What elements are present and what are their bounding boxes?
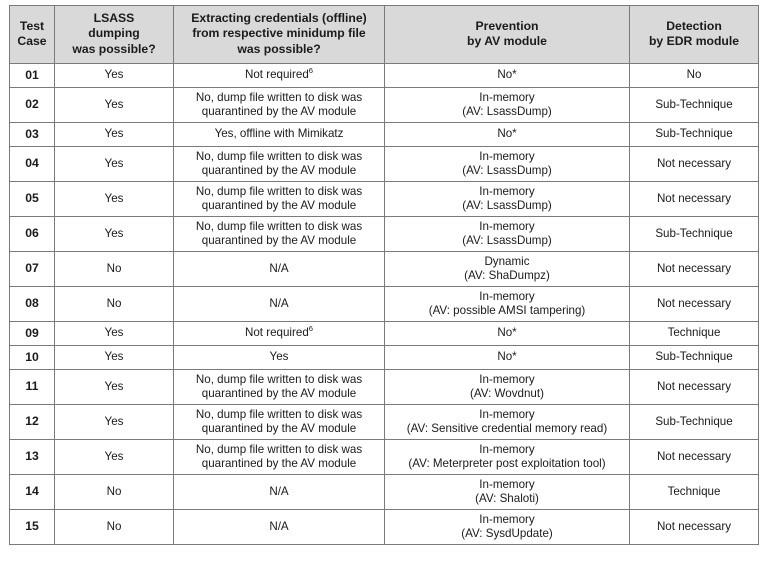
cell-detection: Not necessary bbox=[630, 369, 759, 404]
cell-extract-line1: Yes, offline with Mimikatz bbox=[214, 127, 344, 141]
table-row bbox=[10, 216, 759, 251]
cell-test-case: 04 bbox=[10, 146, 55, 181]
cell-test-case: 02 bbox=[10, 87, 55, 122]
cell-lsass-dumping: Yes bbox=[55, 146, 174, 181]
cell-prevention-line1: In-memory bbox=[479, 149, 535, 163]
cell-prevention-line1: In-memory bbox=[479, 219, 535, 233]
column-header-lsass-dumping bbox=[55, 6, 174, 64]
cell-extract-line1: N/A bbox=[269, 519, 289, 533]
header-extract-line2: from respective minidump file bbox=[192, 26, 366, 41]
cell-prevention bbox=[385, 509, 630, 544]
cell-extracting-credentials bbox=[174, 63, 385, 87]
cell-prevention-line1: No* bbox=[497, 68, 517, 82]
cell-test-case: 15 bbox=[10, 509, 55, 544]
table-row bbox=[10, 439, 759, 474]
footnote-marker: 6 bbox=[308, 324, 314, 334]
cell-prevention bbox=[385, 474, 630, 509]
cell-extract-line2: quarantined by the AV module bbox=[201, 233, 357, 247]
table-row bbox=[10, 404, 759, 439]
table-row bbox=[10, 251, 759, 286]
cell-extracting-credentials bbox=[174, 181, 385, 216]
cell-prevention bbox=[385, 345, 630, 369]
column-header-detection bbox=[630, 6, 759, 64]
cell-detection: Not necessary bbox=[630, 146, 759, 181]
cell-prevention-line1: In-memory bbox=[479, 512, 535, 526]
header-lsass-line1: LSASS bbox=[93, 11, 135, 25]
cell-prevention bbox=[385, 321, 630, 345]
cell-lsass-dumping: Yes bbox=[55, 321, 174, 345]
cell-detection: Technique bbox=[630, 474, 759, 509]
cell-extract-line2: quarantined by the AV module bbox=[201, 456, 357, 470]
cell-extract-line1: Yes bbox=[269, 350, 289, 364]
cell-detection: Technique bbox=[630, 321, 759, 345]
cell-extracting-credentials bbox=[174, 474, 385, 509]
cell-prevention-line2: (AV: LsassDump) bbox=[462, 198, 552, 212]
cell-prevention-line1: No* bbox=[497, 326, 517, 340]
cell-test-case: 12 bbox=[10, 404, 55, 439]
cell-prevention-line2: (AV: LsassDump) bbox=[462, 163, 552, 177]
cell-prevention-line1: In-memory bbox=[479, 289, 535, 303]
cell-prevention-line1: No* bbox=[497, 350, 517, 364]
cell-prevention-line2: (AV: LsassDump) bbox=[462, 104, 552, 118]
cell-extracting-credentials bbox=[174, 404, 385, 439]
cell-extract-line1: No, dump file written to disk was bbox=[195, 442, 363, 456]
cell-extracting-credentials bbox=[174, 509, 385, 544]
cell-prevention bbox=[385, 286, 630, 321]
results-table-container bbox=[9, 5, 758, 572]
cell-prevention bbox=[385, 216, 630, 251]
header-detection-line1: Detection bbox=[666, 18, 722, 33]
header-detection-line2: by EDR module bbox=[648, 33, 740, 48]
footnote-marker: 6 bbox=[308, 66, 314, 76]
cell-test-case: 06 bbox=[10, 216, 55, 251]
cell-lsass-dumping: No bbox=[55, 474, 174, 509]
cell-detection: Sub-Technique bbox=[630, 345, 759, 369]
cell-prevention-line1: In-memory bbox=[479, 184, 535, 198]
cell-extract-line2: quarantined by the AV module bbox=[201, 104, 357, 118]
cell-extract-line2: quarantined by the AV module bbox=[201, 421, 357, 435]
header-prevention-line2: by AV module bbox=[467, 33, 547, 48]
column-header-extracting-credentials bbox=[174, 6, 385, 64]
cell-extracting-credentials bbox=[174, 216, 385, 251]
table-row bbox=[10, 369, 759, 404]
cell-extract-line1: N/A bbox=[269, 261, 289, 275]
cell-extract-line1: N/A bbox=[269, 484, 289, 498]
table-row bbox=[10, 122, 759, 146]
cell-extracting-credentials bbox=[174, 286, 385, 321]
cell-extract-line1: Not required$^6$ bbox=[244, 66, 314, 82]
cell-detection: Not necessary bbox=[630, 509, 759, 544]
table-header bbox=[10, 6, 759, 64]
cell-prevention bbox=[385, 63, 630, 87]
cell-lsass-dumping: Yes bbox=[55, 439, 174, 474]
cell-detection: Sub-Technique bbox=[630, 404, 759, 439]
cell-extract-line1: No, dump file written to disk was bbox=[195, 90, 363, 104]
cell-lsass-dumping: Yes bbox=[55, 216, 174, 251]
column-header-test-case bbox=[10, 6, 55, 64]
cell-test-case: 03 bbox=[10, 122, 55, 146]
table-row bbox=[10, 63, 759, 87]
cell-extract-line1: N/A bbox=[269, 296, 289, 310]
cell-prevention-line2: (AV: ShaDumpz) bbox=[464, 268, 550, 282]
cell-prevention bbox=[385, 251, 630, 286]
cell-extracting-credentials bbox=[174, 251, 385, 286]
table-row bbox=[10, 509, 759, 544]
cell-detection: Not necessary bbox=[630, 251, 759, 286]
cell-extract-line2: quarantined by the AV module bbox=[201, 198, 357, 212]
header-prevention-line1: Prevention bbox=[475, 18, 539, 33]
cell-extracting-credentials bbox=[174, 439, 385, 474]
cell-prevention-line2: (AV: Meterpreter post exploitation tool) bbox=[408, 456, 606, 470]
cell-detection: Sub-Technique bbox=[630, 87, 759, 122]
cell-lsass-dumping: No bbox=[55, 286, 174, 321]
cell-lsass-dumping: Yes bbox=[55, 63, 174, 87]
column-header-prevention bbox=[385, 6, 630, 64]
table-row bbox=[10, 345, 759, 369]
cell-prevention-line1: In-memory bbox=[479, 477, 535, 491]
cell-detection: Sub-Technique bbox=[630, 216, 759, 251]
cell-extracting-credentials bbox=[174, 345, 385, 369]
cell-prevention-line1: In-memory bbox=[479, 372, 535, 386]
cell-extract-line1: No, dump file written to disk was bbox=[195, 149, 363, 163]
cell-prevention-line2: (AV: possible AMSI tampering) bbox=[428, 303, 586, 317]
cell-test-case: 11 bbox=[10, 369, 55, 404]
cell-extract-line1: No, dump file written to disk was bbox=[195, 219, 363, 233]
cell-detection: Not necessary bbox=[630, 286, 759, 321]
cell-test-case: 05 bbox=[10, 181, 55, 216]
cell-prevention-line1: No* bbox=[497, 127, 517, 141]
cell-extract-line1: No, dump file written to disk was bbox=[195, 184, 363, 198]
cell-extracting-credentials bbox=[174, 321, 385, 345]
cell-prevention-line1: In-memory bbox=[479, 442, 535, 456]
table-row bbox=[10, 474, 759, 509]
cell-prevention-line2: (AV: SysdUpdate) bbox=[461, 526, 553, 540]
cell-prevention bbox=[385, 146, 630, 181]
header-lsass-line2: dumping bbox=[88, 26, 140, 41]
cell-lsass-dumping: Yes bbox=[55, 345, 174, 369]
cell-prevention-line1: Dynamic bbox=[484, 254, 530, 268]
cell-extract-line2: quarantined by the AV module bbox=[201, 163, 357, 177]
cell-detection: Not necessary bbox=[630, 181, 759, 216]
cell-extract-line1: No, dump file written to disk was bbox=[195, 407, 363, 421]
cell-prevention-line2: (AV: LsassDump) bbox=[462, 233, 552, 247]
cell-prevention bbox=[385, 404, 630, 439]
cell-prevention bbox=[385, 369, 630, 404]
cell-test-case: 10 bbox=[10, 345, 55, 369]
cell-prevention-line2: (AV: Sensitive credential memory read) bbox=[406, 421, 608, 435]
cell-prevention-line1: In-memory bbox=[479, 407, 535, 421]
cell-extracting-credentials bbox=[174, 122, 385, 146]
cell-test-case: 09 bbox=[10, 321, 55, 345]
header-test-case-line1: Test bbox=[19, 18, 45, 33]
cell-extract-line1: No, dump file written to disk was bbox=[195, 372, 363, 386]
header-extract-line1: Extracting credentials (offline) bbox=[191, 11, 367, 25]
cell-lsass-dumping: Yes bbox=[55, 369, 174, 404]
cell-prevention bbox=[385, 181, 630, 216]
cell-prevention-line2: (AV: Wovdnut) bbox=[470, 386, 544, 400]
table-row bbox=[10, 181, 759, 216]
table-row bbox=[10, 146, 759, 181]
cell-lsass-dumping: Yes bbox=[55, 181, 174, 216]
cell-extract-line1: Not required$^6$ bbox=[244, 324, 314, 340]
cell-test-case: 07 bbox=[10, 251, 55, 286]
cell-prevention bbox=[385, 87, 630, 122]
cell-lsass-dumping: Yes bbox=[55, 404, 174, 439]
cell-prevention-line1: In-memory bbox=[479, 90, 535, 104]
cell-prevention bbox=[385, 439, 630, 474]
cell-extracting-credentials bbox=[174, 369, 385, 404]
header-test-case-line2: Case bbox=[17, 33, 47, 48]
cell-prevention bbox=[385, 122, 630, 146]
cell-test-case: 13 bbox=[10, 439, 55, 474]
cell-test-case: 08 bbox=[10, 286, 55, 321]
table-row bbox=[10, 286, 759, 321]
cell-detection: Not necessary bbox=[630, 439, 759, 474]
test-results-table bbox=[9, 5, 759, 545]
header-lsass-line3: was possible? bbox=[72, 41, 156, 56]
header-extract-line3: was possible? bbox=[237, 41, 321, 56]
cell-detection: Sub-Technique bbox=[630, 122, 759, 146]
table-row bbox=[10, 87, 759, 122]
cell-extracting-credentials bbox=[174, 87, 385, 122]
cell-lsass-dumping: Yes bbox=[55, 87, 174, 122]
cell-extract-line2: quarantined by the AV module bbox=[201, 386, 357, 400]
cell-lsass-dumping: No bbox=[55, 509, 174, 544]
cell-lsass-dumping: No bbox=[55, 251, 174, 286]
header-row bbox=[10, 6, 759, 64]
cell-test-case: 14 bbox=[10, 474, 55, 509]
cell-extracting-credentials bbox=[174, 146, 385, 181]
cell-prevention-line2: (AV: Shaloti) bbox=[475, 491, 539, 505]
table-row bbox=[10, 321, 759, 345]
cell-detection: No bbox=[630, 63, 759, 87]
cell-lsass-dumping: Yes bbox=[55, 122, 174, 146]
table-body bbox=[10, 63, 759, 544]
cell-test-case: 01 bbox=[10, 63, 55, 87]
